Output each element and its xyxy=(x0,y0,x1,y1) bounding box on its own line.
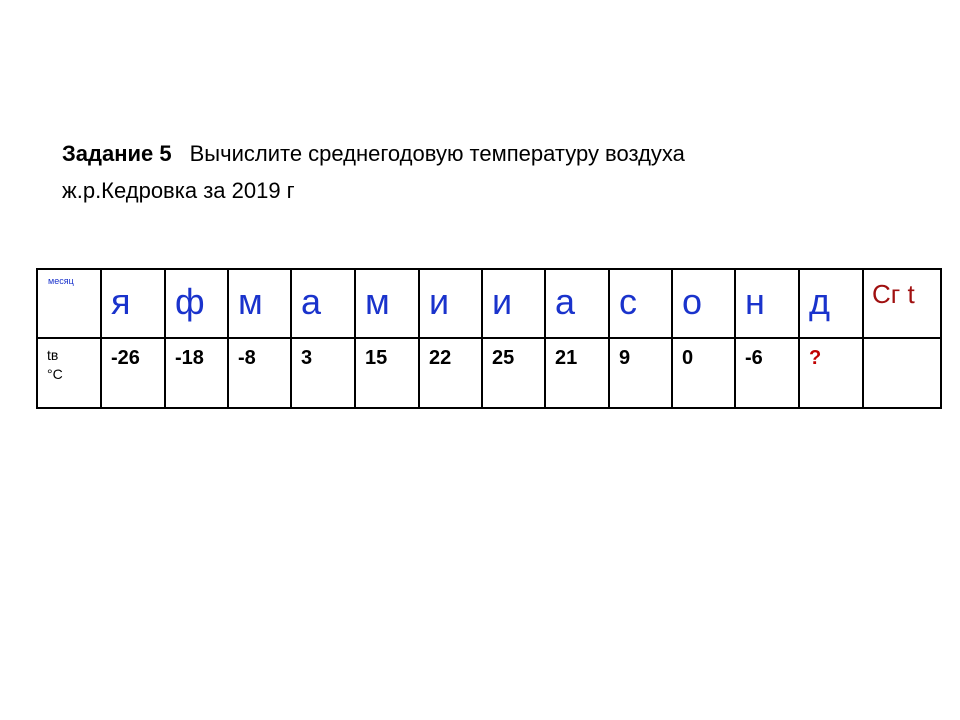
month-label: месяц xyxy=(48,276,74,286)
month-cell xyxy=(228,269,291,338)
month-letter: я xyxy=(111,281,131,322)
temperature-cell xyxy=(735,338,799,408)
temperature-value: -8 xyxy=(238,347,256,369)
temperature-value: -26 xyxy=(111,347,140,369)
temperature-value: 15 xyxy=(365,347,388,369)
month-letter: н xyxy=(745,281,765,322)
month-cell xyxy=(735,269,799,338)
month-cell xyxy=(672,269,735,338)
month-cell xyxy=(101,269,165,338)
month-cell xyxy=(419,269,482,338)
month-row xyxy=(37,269,941,338)
month-label-cell xyxy=(37,269,101,338)
temperature-row xyxy=(37,338,941,408)
month-letter: ф xyxy=(175,281,205,322)
temperature-value: -18 xyxy=(175,347,204,369)
month-letter: о xyxy=(682,281,703,322)
temperature-value: 22 xyxy=(429,347,452,369)
month-cell xyxy=(545,269,609,338)
avg-header: Сг t xyxy=(872,279,915,309)
avg-value-cell xyxy=(863,338,941,408)
month-letter: м xyxy=(365,281,390,322)
avg-value xyxy=(864,339,940,346)
temperature-value: 3 xyxy=(301,347,313,369)
month-cell xyxy=(799,269,863,338)
temperature-cell xyxy=(291,338,355,408)
temperature-label-line-1: tв xyxy=(47,347,59,363)
month-letter: и xyxy=(492,281,513,322)
temperature-cell xyxy=(101,338,165,408)
month-letter: д xyxy=(809,281,831,322)
temperature-label xyxy=(38,339,100,384)
temperature-cell xyxy=(355,338,419,408)
month-cell xyxy=(609,269,672,338)
avg-header-cell xyxy=(863,269,941,338)
temperature-cell xyxy=(609,338,672,408)
temperature-cell xyxy=(545,338,609,408)
temperature-cell xyxy=(165,338,228,408)
temperature-cell xyxy=(419,338,482,408)
unknown-value-mark: ? xyxy=(809,347,822,369)
temperature-value: 0 xyxy=(682,347,694,369)
temperature-value: 9 xyxy=(619,347,631,369)
task-line-2: ж.р.Кедровка за 2019 г xyxy=(62,178,295,203)
month-letter: а xyxy=(301,281,322,322)
temperature-value: 21 xyxy=(555,347,578,369)
temperature-cell xyxy=(482,338,545,408)
temperature-cell xyxy=(799,338,863,408)
month-letter: и xyxy=(429,281,450,322)
temperature-cell xyxy=(228,338,291,408)
month-letter: с xyxy=(619,281,637,322)
temperature-value: 25 xyxy=(492,347,515,369)
month-cell xyxy=(165,269,228,338)
month-letter: а xyxy=(555,281,576,322)
month-cell xyxy=(355,269,419,338)
task-text xyxy=(62,135,685,209)
temperature-value: -6 xyxy=(745,347,763,369)
task-instruction: Вычислите среднегодовую температуру воздуха xyxy=(189,141,685,166)
month-cell xyxy=(482,269,545,338)
temperature-cell xyxy=(672,338,735,408)
task-number: Задание 5 xyxy=(62,141,172,166)
task-line-1 xyxy=(62,135,685,172)
month-cell xyxy=(291,269,355,338)
temperature-label-cell xyxy=(37,338,101,408)
month-letter: м xyxy=(238,281,263,322)
temperature-table xyxy=(36,268,942,409)
temperature-label-line-2: °С xyxy=(47,366,63,382)
